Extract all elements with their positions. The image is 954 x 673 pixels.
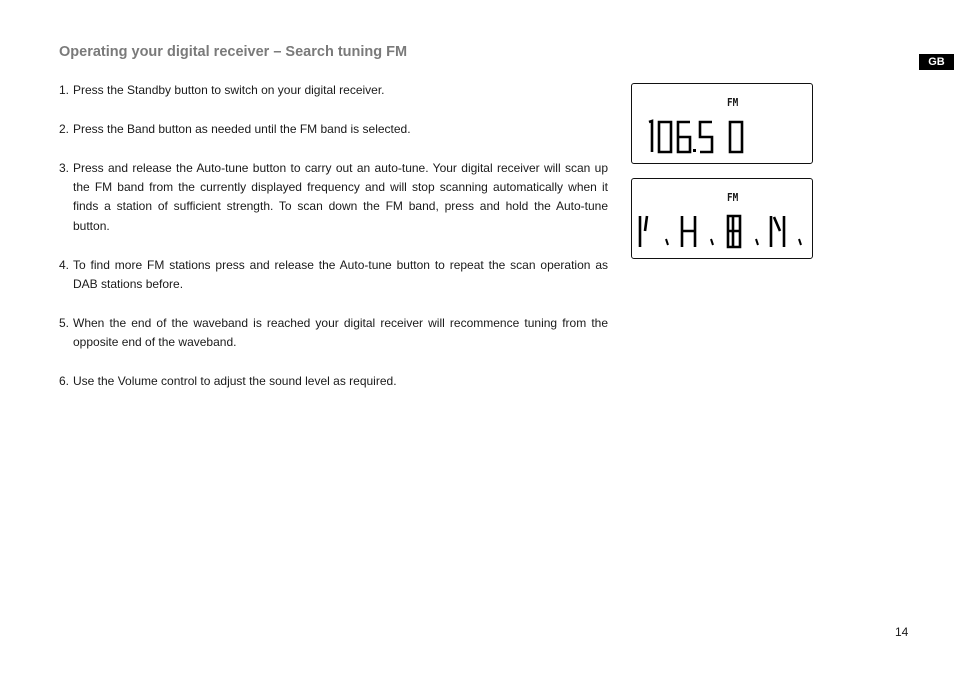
list-item (59, 256, 608, 295)
list-item (59, 314, 608, 353)
page-number: 14 (895, 625, 909, 639)
step-number: 1. (59, 83, 70, 97)
step-number: 2. (59, 121, 70, 136)
step-text: To find more FM stations press and release the Auto-tune button to repeat the scan operation as DAB stations before. (73, 257, 608, 292)
list-item (59, 372, 608, 391)
step-text: Press the Standby button to switch on your digital receiver. (73, 83, 385, 97)
lcd-band-label: FM (727, 191, 739, 204)
language-badge: GB (919, 54, 954, 70)
lcd-frequency-readout (632, 84, 812, 163)
step-number: 4. (59, 257, 70, 272)
step-number: 6. (59, 374, 70, 389)
page-title: Operating your digital receiver – Search tuning FM (59, 44, 408, 60)
lcd-station-readout (632, 179, 812, 258)
step-text: Press the Band button as needed until the FM band is selected. (73, 121, 411, 136)
list-item (59, 159, 608, 237)
step-text: Use the Volume control to adjust the sound level as required. (73, 374, 397, 389)
step-number: 5. (59, 315, 70, 330)
lcd-display-station (631, 178, 813, 259)
step-text: Press and release the Auto-tune button to carry out an auto-tune. Your digital receiver will scan up the FM band from the currently displayed frequency and will stop scanning automatically when it finds a station of sufficient strength. To scan down the FM band, press and hold the Auto-tune button. (73, 160, 608, 233)
step-number: 3. (59, 160, 70, 175)
list-item (59, 81, 608, 100)
step-text: When the end of the waveband is reached your digital receiver will recommence tuning from the opposite end of the waveband. (73, 315, 608, 350)
lcd-band-label: FM (727, 96, 739, 109)
lcd-display-frequency (631, 83, 813, 164)
instruction-list (59, 81, 608, 391)
list-item (59, 120, 608, 139)
